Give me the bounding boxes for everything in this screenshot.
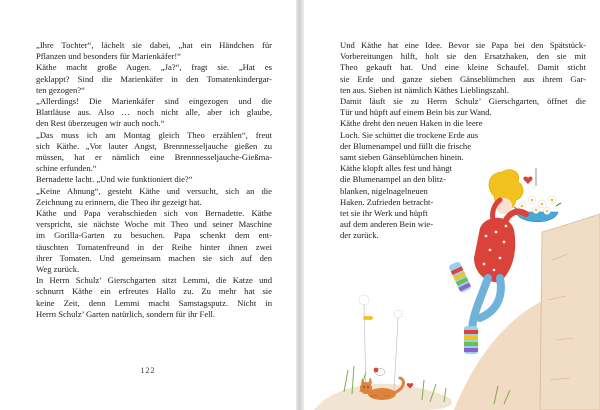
- text-line: blanken, nigelnagelneuen: [340, 185, 428, 196]
- text-line: Käthe macht große Augen. „Ja?“, fragt sie. „Hat es: [36, 62, 272, 73]
- text-line: Käthe und Papa verabschieden sich von Bernadette. Käthe: [36, 208, 272, 219]
- text-line: sie Erde und ganze sieben Gänseblümchen aus ihrem Gar-: [340, 73, 586, 84]
- text-line: Tür und hüpft auf einem Bein bis zur Wand.: [340, 107, 492, 118]
- left-page-text: [36, 40, 272, 320]
- rainbow-boot: [464, 326, 478, 354]
- text-line: Damit läuft sie zu Herrn Schulz’ Gierschgarten, öffnet die: [340, 96, 586, 107]
- text-line: „Ihre Tochter“, lächelt sie dabei, „hat ein Händchen für: [36, 40, 272, 50]
- text-line: der Blumenampel und füllt die frische: [340, 140, 472, 151]
- book-gutter: [296, 0, 304, 410]
- text-line: Käthe dreht den neuen Haken in die leere: [340, 118, 483, 129]
- text-line: Käthe klopft alles fest und hängt: [340, 163, 452, 174]
- text-line: geklappt? Sind die Marienkäfer in den Tomatenkindergar-: [36, 73, 272, 84]
- right-page: [304, 0, 600, 410]
- text-line: „Das muss ich am Montag gleich Theo erzählen“, freut: [36, 129, 272, 140]
- girl-leg: [472, 278, 488, 332]
- text-line: den Rest überzeugen wir auch noch.“: [36, 118, 165, 129]
- right-page-text: [340, 40, 586, 242]
- text-line: auf dem anderen Bein wie-: [340, 219, 434, 230]
- text-line: Und Käthe hat eine Idee. Bevor sie Papa bei den Spätstück-: [340, 40, 586, 50]
- text-line: der zurück.: [340, 230, 379, 241]
- bird-icon: [374, 368, 385, 376]
- text-line: Weg zurück.: [36, 264, 80, 275]
- page-number: 122: [140, 366, 156, 375]
- text-line: im Gorilla-Garten zu besuchen. Papa schenkt dem ent-: [36, 230, 272, 241]
- text-line: Zeichnung zu erinnern, die Theo ihr gezeigt hat.: [36, 196, 202, 207]
- text-line: tet sie ihr Werk und hüpft: [340, 208, 428, 219]
- text-line: In Herrn Schulz’ Gierschgarten sitzt Lemmi, die Katze und: [36, 275, 272, 286]
- text-line: schnurrt Käthe ein erfreutes Hallo zu. Zu mehr hat sie: [36, 286, 272, 297]
- text-line: Pflanzen und besonders für Marienkäfer!“: [36, 51, 182, 62]
- text-line: Theo gekauft hat. Und eine kleine Schaufel. Damit sticht: [340, 62, 586, 73]
- text-line: ihrer Tomaten. Und gemeinsam machen sie sich auf den: [36, 252, 272, 263]
- text-line: sich Käthe. „Vor lauter Angst, Brennnesseljauche gießen zu: [36, 140, 272, 151]
- left-page: [0, 0, 296, 410]
- text-line: samt sieben Gänseblümchen hinein.: [340, 152, 464, 163]
- text-line: müssen, hat er nämlich eine Brennnesseljauche-Gießma-: [36, 152, 272, 163]
- text-line: Bernadette lacht. „Und wie funktioniert die?“: [36, 174, 193, 185]
- text-line: ten aus. Sieben ist nämlich Käthes Lieblingszahl.: [340, 84, 509, 95]
- rainbow-boot: [448, 261, 472, 293]
- text-line: keine Zeit, denn Lemmi macht Samstagsputz. Nicht in: [36, 297, 272, 308]
- text-line: Vorbereitungen hilft, holt sie den Ersatzhaken, den sie mit: [340, 51, 586, 62]
- text-line: „Allerdings! Die Marienkäfer sind eingezogen und die: [36, 96, 272, 107]
- text-line: Blattläuse aus. Also … noch nicht alle, aber ich glaube,: [36, 107, 272, 118]
- text-line: Herrn Schulz’ Garten natürlich, sondern für ihr Fell.: [36, 308, 216, 319]
- butterfly-icon: [363, 316, 373, 320]
- text-line: schine erfunden.“: [36, 163, 97, 174]
- text-line: Haken. Zufrieden betracht-: [340, 196, 434, 207]
- text-wrap-around-illustration: [340, 118, 518, 241]
- text-line: Loch. Sie schüttet die trockene Erde aus: [340, 129, 479, 140]
- text-line: „Keine Ahnung“, gesteht Käthe und versucht, sich an die: [36, 185, 272, 196]
- text-line: ten gezogen?“: [36, 84, 85, 95]
- text-line: die Blumenampel an den blitz-: [340, 174, 446, 185]
- text-line: verspricht, sie nächste Woche mit Theo und seiner Maschine: [36, 219, 272, 230]
- dandelion-clocks: [359, 295, 402, 392]
- garden-wall: [540, 214, 600, 410]
- text-line: täuschten Tomatenfreund in der Reihe hinter ihnen zwei: [36, 241, 272, 252]
